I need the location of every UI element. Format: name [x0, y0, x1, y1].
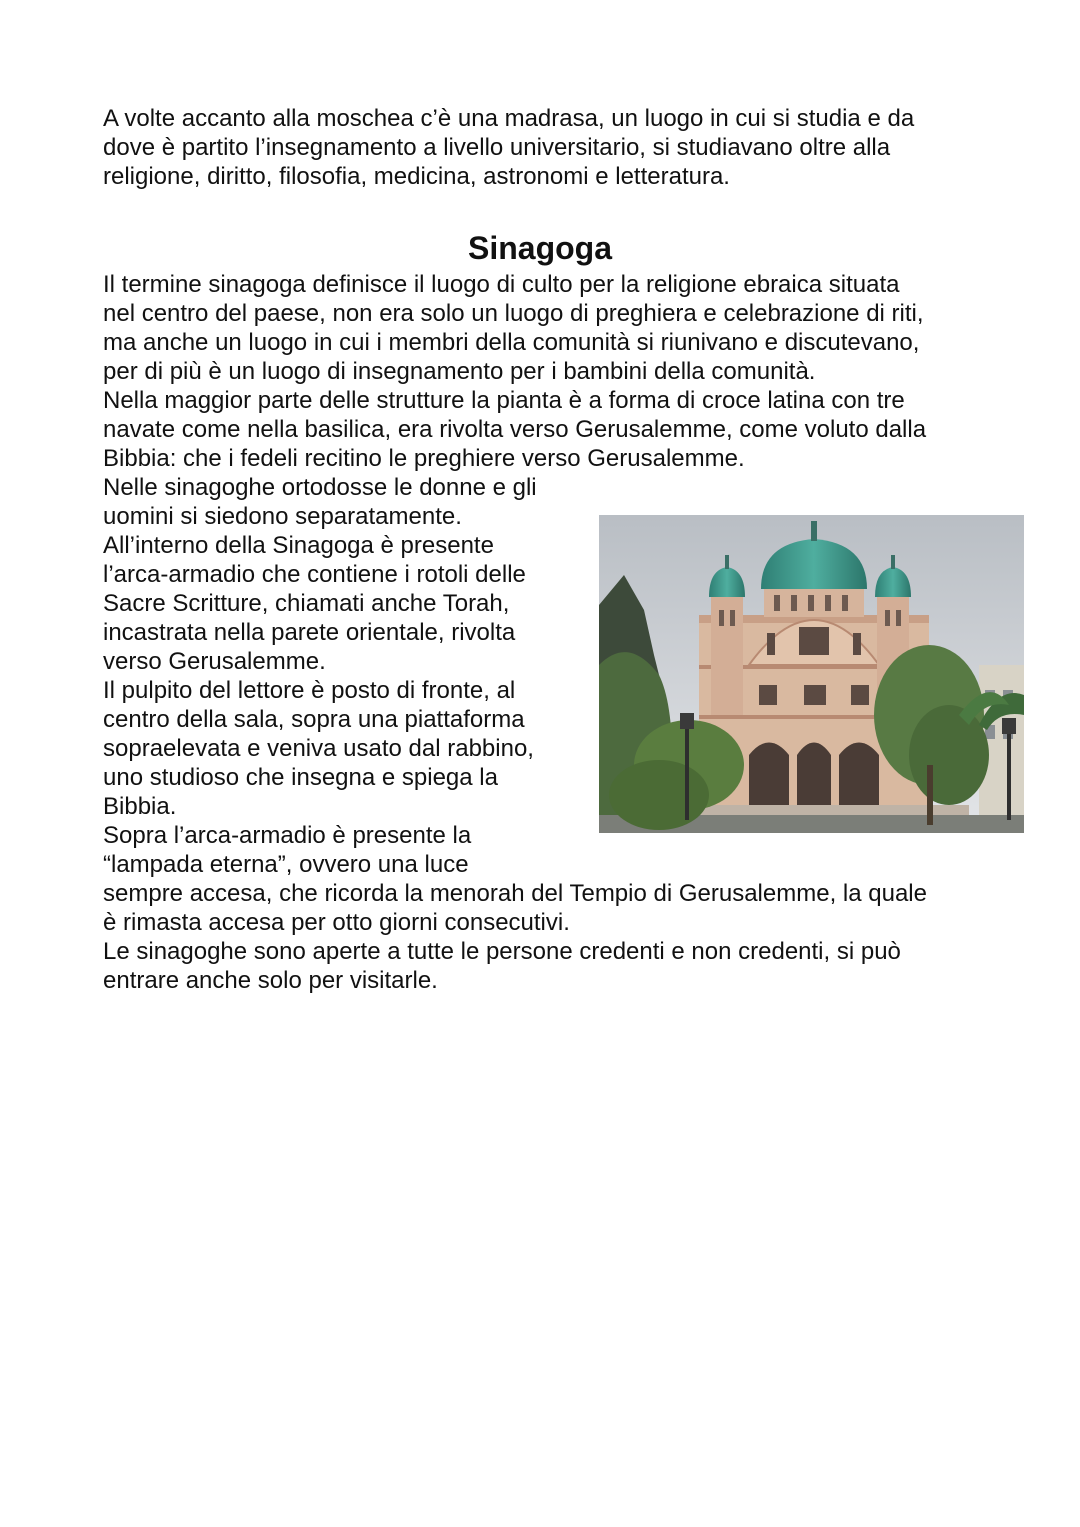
body-line: uno studioso che insegna e spiega la [103, 764, 498, 791]
body-line: centro della sala, sopra una piattaforma [103, 706, 525, 733]
body-line: sopraelevata e veniva usato dal rabbino, [103, 735, 534, 762]
body-line: Le sinagoghe sono aperte a tutte le persone credenti e non credenti, si può [103, 938, 901, 965]
synagogue-photo [599, 515, 1024, 833]
body-line: Sacre Scritture, chiamati anche Torah, [103, 590, 510, 617]
body-line: è rimasta accesa per otto giorni consecutivi. [103, 909, 570, 936]
intro-paragraph [103, 104, 914, 191]
intro-line: religione, diritto, filosofia, medicina, astronomi e letteratura. [103, 163, 730, 190]
body-line: nel centro del paese, non era solo un luogo di preghiera e celebrazione di riti, [103, 300, 924, 327]
body-line: uomini si siedono separatamente. [103, 503, 462, 530]
section-title: Sinagoga [467, 230, 612, 266]
body-line: incastrata nella parete orientale, rivolta [103, 619, 516, 646]
body-line: Il pulpito del lettore è posto di fronte, al [103, 677, 516, 704]
body-line: l’arca-armadio che contiene i rotoli delle [103, 561, 526, 588]
body-line: verso Gerusalemme. [103, 648, 326, 675]
body-line: ma anche un luogo in cui i membri della comunità si riunivano e discutevano, [103, 329, 920, 356]
body-line: Sopra l’arca-armadio è presente la [103, 822, 472, 849]
body-line: Nella maggior parte delle strutture la pianta è a forma di croce latina con tre [103, 387, 905, 414]
body-line: sempre accesa, che ricorda la menorah del Tempio di Gerusalemme, la quale [103, 880, 927, 907]
body-line: “lampada eterna”, ovvero una luce [103, 851, 469, 878]
body-line: per di più è un luogo di insegnamento per i bambini della comunità. [103, 358, 816, 385]
body-line: entrare anche solo per visitarle. [103, 967, 438, 994]
body-line: All’interno della Sinagoga è presente [103, 532, 494, 559]
body-line: Bibbia. [103, 793, 177, 820]
intro-line: A volte accanto alla moschea c’è una madrasa, un luogo in cui si studia e da [103, 105, 915, 132]
body-line: Il termine sinagoga definisce il luogo di culto per la religione ebraica situata [103, 271, 900, 298]
body-line: Bibbia: che i fedeli recitino le preghiere verso Gerusalemme. [103, 445, 745, 472]
body-line: Nelle sinagoghe ortodosse le donne e gli [103, 474, 537, 501]
intro-line: dove è partito l’insegnamento a livello universitario, si studiavano oltre alla [103, 134, 891, 161]
body-line: navate come nella basilica, era rivolta verso Gerusalemme, come voluto dalla [103, 416, 927, 443]
